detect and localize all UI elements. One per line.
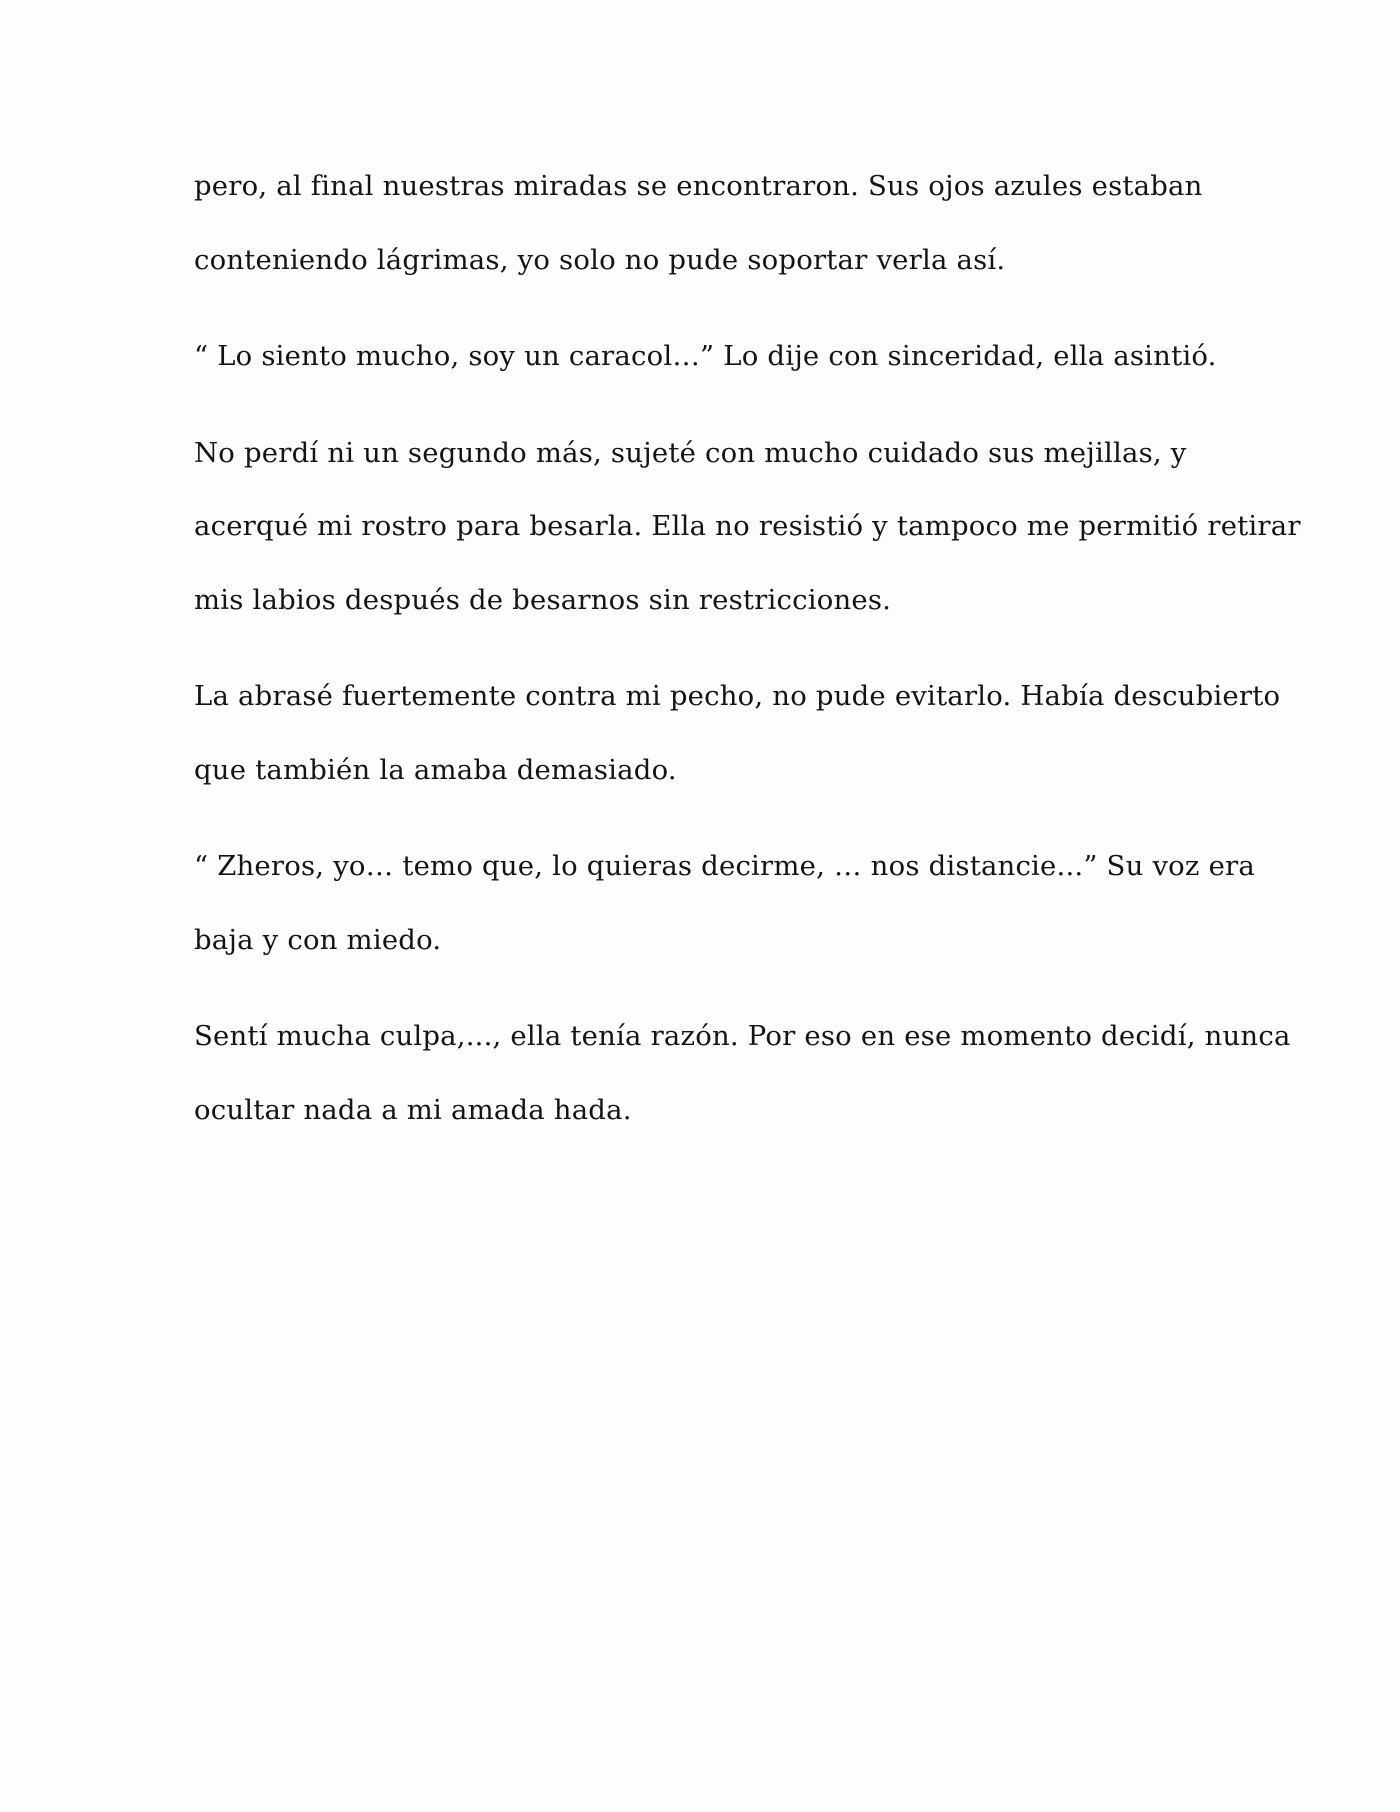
text-line: baja y con miedo. <box>194 923 442 956</box>
text-line: “ Zheros, yo… temo que, lo quieras decirme, … nos distancie...” Su voz era <box>194 850 1255 882</box>
body-text <box>194 150 1301 1147</box>
text-line: pero, al final nuestras miradas se encontraron. Sus ojos azules estaban <box>194 170 1203 202</box>
paragraph-1 <box>194 150 1214 297</box>
text-line: No perdí ni un segundo más, sujeté con mucho cuidado sus mejillas, y <box>194 436 1187 469</box>
text-line: ocultar nada a mi amada hada. <box>194 1093 632 1126</box>
paragraph-4 <box>194 660 1281 807</box>
text-line: “ Lo siento mucho, soy un caracol…” Lo dije con sinceridad, ella asintió. <box>194 340 1217 372</box>
paragraph-5 <box>194 830 1255 977</box>
paragraph-6 <box>194 1000 1291 1147</box>
text-line: Sentí mucha culpa,..., ella tenía razón. Por eso en ese momento decidí, nunca <box>194 1020 1291 1052</box>
text-line: La abrasé fuertemente contra mi pecho, no pude evitarlo. Había descubierto <box>194 680 1281 712</box>
text-line: mis labios después de besarnos sin restricciones. <box>194 583 892 616</box>
text-line: que también la amaba demasiado. <box>194 753 677 786</box>
text-line: conteniendo lágrimas, yo solo no pude soportar verla así. <box>194 243 1006 276</box>
text-line: acerqué mi rostro para besarla. Ella no resistió y tampoco me permitió retirar <box>194 510 1301 542</box>
paragraph-2 <box>194 320 1217 394</box>
paragraph-3 <box>194 417 1301 638</box>
